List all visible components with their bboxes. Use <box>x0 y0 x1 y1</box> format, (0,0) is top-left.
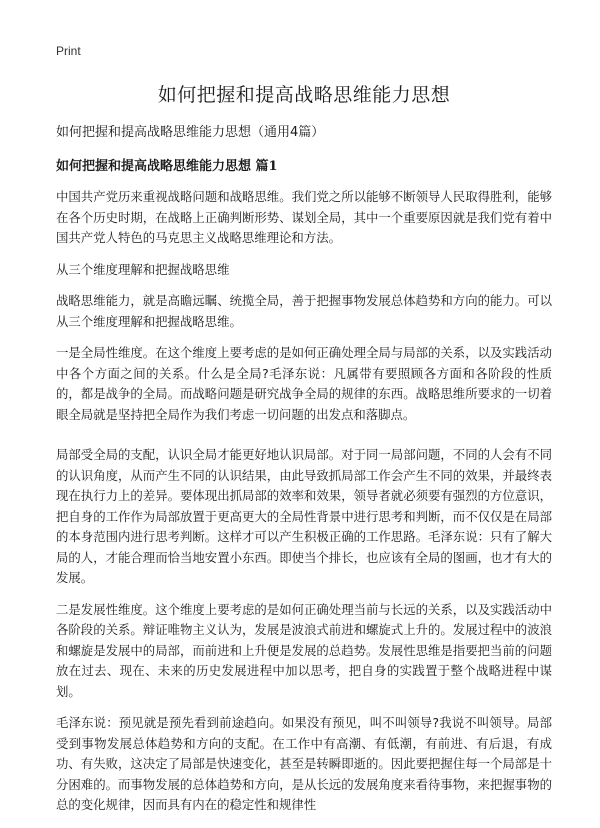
page-title: 如何把握和提高战略思维能力思想 <box>157 84 451 106</box>
paragraph: 战略思维能力，就是高瞻远瞩、统揽全局，善于把握事物发展总体趋势和方向的能力。可以从三个维度理解和把握战略思维。 <box>56 293 552 329</box>
section-heading: 如何把握和提高战略思维能力思想 篇1 <box>56 159 278 174</box>
paragraph: 中国共产党历来重视战略问题和战略思维。我们党之所以能够不断领导人民取得胜利，能够在各个历史时期，在战略上正确判断形势、谋划全局，其中一个重要原因就是我们党有着中国共产党人特色的马克思主义战略思维理论和方法。 <box>56 189 552 245</box>
document-page <box>56 44 552 827</box>
paragraph: 二是发展性维度。这个维度上要考虑的是如何正确处理当前与长远的关系，以及实践活动中各阶段的关系。辩证唯物主义认为，发展是波浪式前进和螺旋式上升的。发展过程中的波浪和螺旋是发展中的局部，而前进和上升便是发展的总趋势。发展性思维是指要把当前的问题放在过去、现在、未来的历史发展进程中加以思考，把自身的实践置于整个战略进程中谋划。 <box>56 601 552 699</box>
paragraph: 局部受全局的支配，认识全局才能更好地认识局部。对于同一局部问题，不同的人会有不同的认识角度，从而产生不同的认识结果，由此导致抓局部工作会产生不同的效果，并最终表现在执行力上的差异。要体现出抓局部的效率和效果，领导者就必须要有强烈的方位意识，把自身的工作作为局部放置于更高更大的全局性背景中进行思考和判断，而不仅仅是在局部的本身范围内进行思考判断。这样才可以产生积极正确的工作思路。毛泽东说：只有了解大局的人，才能合理而恰当地安置小东西。即使当个排长，也应该有全局的图画，也才有大的发展。 <box>56 447 552 585</box>
paragraph: 毛泽东说：预见就是预先看到前途趋向。如果没有预见，叫不叫领导?我说不叫领导。局部受到事物发展总体趋势和方向的支配。在工作中有高潮、有低潮，有前进、有后退，有成功、有失败，这决定了局部是快速变化，甚至是转瞬即逝的。因此要把握住每一个局部是十分困难的。而事物发展的总体趋势和方向，是从长远的发展角度来看待事物，来把握事物的总的变化规律，因而具有内在的稳定性和规律性 <box>56 715 552 812</box>
paragraph: 一是全局性维度。在这个维度上要考虑的是如何正确处理全局与局部的关系，以及实践活动中各个方面之间的关系。什么是全局?毛泽东说：凡属带有要照顾各方面和各阶段的性质的，都是战争的全局。而战略问题是研究战争全局的规律的东西。战略思维所要求的一切着眼全局就是坚持把全局作为我们考虑一切问题的出发点和落脚点。 <box>56 345 552 422</box>
document-subtitle: 如何把握和提高战略思维能力思想（通用4篇） <box>56 125 325 140</box>
print-link[interactable]: Print <box>56 44 81 58</box>
paragraph-subheading: 从三个维度理解和把握战略思维 <box>56 261 230 277</box>
